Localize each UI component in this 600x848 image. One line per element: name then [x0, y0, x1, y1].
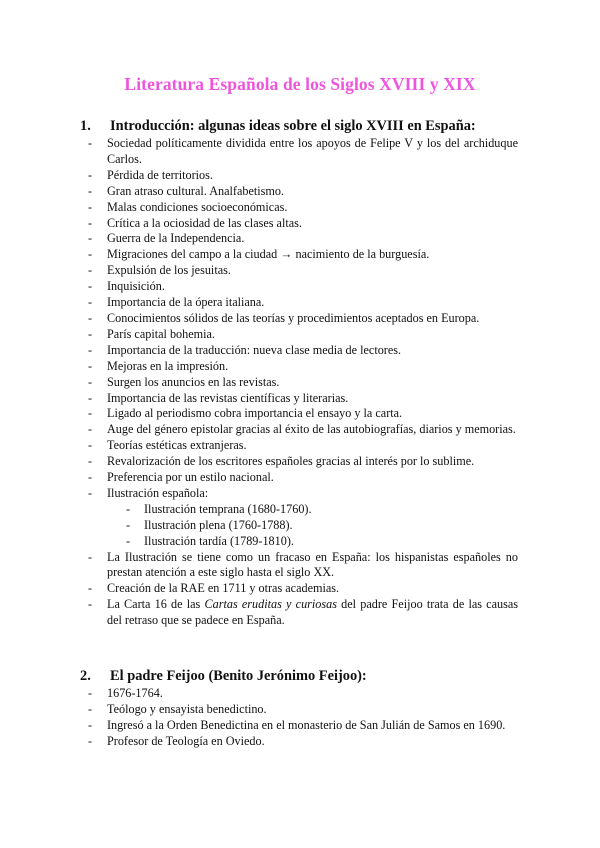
list-item: - Auge del género epistolar gracias al éxito de las autobiografías, diarios y memorias.: [88, 422, 516, 437]
section-2-number: 2.: [80, 668, 91, 684]
section-2-list: [88, 686, 518, 750]
list-item: - Malas condiciones socioeconómicas.: [88, 199, 288, 214]
sublist-item: - Ilustración temprana (1680-1760).: [126, 501, 312, 516]
list-item: - Importancia de la ópera italiana.: [88, 295, 265, 310]
list-item: - Inquisición.: [88, 279, 165, 294]
sublist-item: - Ilustración tardía (1789-1810).: [126, 533, 294, 548]
section-1-number: 1.: [80, 118, 91, 134]
list-item: - Ingresó a la Orden Benedictina en el monasterio de San Julián de Samos en 1690.: [88, 717, 506, 732]
list-item: - Crítica a la ociosidad de las clases altas.: [88, 215, 302, 230]
section-1-title: Introducción: algunas ideas sobre el siglo XVIII en España:: [110, 118, 476, 134]
section-2-heading: [80, 668, 367, 685]
list-item: - La Carta 16 de las Cartas eruditas y curiosas del padre Feijoo trata de las causas del retraso que se padece en España.: [88, 597, 518, 628]
section-2-title: El padre Feijoo (Benito Jerónimo Feijoo):: [110, 668, 367, 684]
page-title: Literatura Española de los Siglos XVIII y XIX: [124, 74, 476, 94]
sublist: [107, 502, 518, 550]
list-item: - La Ilustración se tiene como un fracaso en España: los hispanistas españoles no prestan atención a este siglo hasta el siglo XX.: [88, 549, 518, 580]
list-item: - Sociedad políticamente dividida entre los apoyos de Felipe V y los del archiduque Carlos.: [88, 136, 518, 166]
list-item: - Teorías estéticas extranjeras.: [88, 438, 247, 453]
list-item: - París capital bohemia.: [88, 326, 215, 341]
section-1-list: [88, 136, 518, 629]
list-item: - Preferencia por un estilo nacional.: [88, 470, 274, 485]
book-title: Cartas eruditas y curiosas: [204, 597, 337, 612]
list-item: - Importancia de la traducción: nueva clase media de lectores.: [88, 342, 402, 357]
list-item: - Importancia de las revistas científicas y literarias.: [88, 390, 349, 405]
list-item: - Mejoras en la impresión.: [88, 358, 229, 373]
list-item: - Ilustración española: - Ilustración temprana (1680-1760). - Ilustración plena (1760-1788). - Ilustración tardía (1789-1810).: [88, 486, 518, 550]
list-item: - 1676-1764.: [88, 686, 163, 700]
section-1-heading: [80, 118, 476, 135]
list-item: - Profesor de Teología en Oviedo.: [88, 733, 265, 748]
list-item: - Ligado al periodismo cobra importancia el ensayo y la carta.: [88, 406, 403, 421]
list-item: - Revalorización de los escritores españoles gracias al interés por lo sublime.: [88, 454, 475, 469]
list-item: - Gran atraso cultural. Analfabetismo.: [88, 183, 284, 198]
list-item: - Migraciones del campo a la ciudad → nacimiento de la burguesía.: [88, 247, 430, 262]
list-item: - Teólogo y ensayista benedictino.: [88, 701, 267, 716]
sublist-item: - Ilustración plena (1760-1788).: [126, 517, 293, 532]
list-item: - Creación de la RAE en 1711 y otras academias.: [88, 581, 340, 596]
list-item: - Surgen los anuncios en las revistas.: [88, 374, 280, 389]
list-item: - Guerra de la Independencia.: [88, 231, 245, 246]
list-item: - Pérdida de territorios.: [88, 167, 213, 182]
list-item: - Conocimientos sólidos de las teorías y procedimientos aceptados en Europa.: [88, 310, 480, 325]
list-item: - Expulsión de los jesuitas.: [88, 263, 231, 278]
